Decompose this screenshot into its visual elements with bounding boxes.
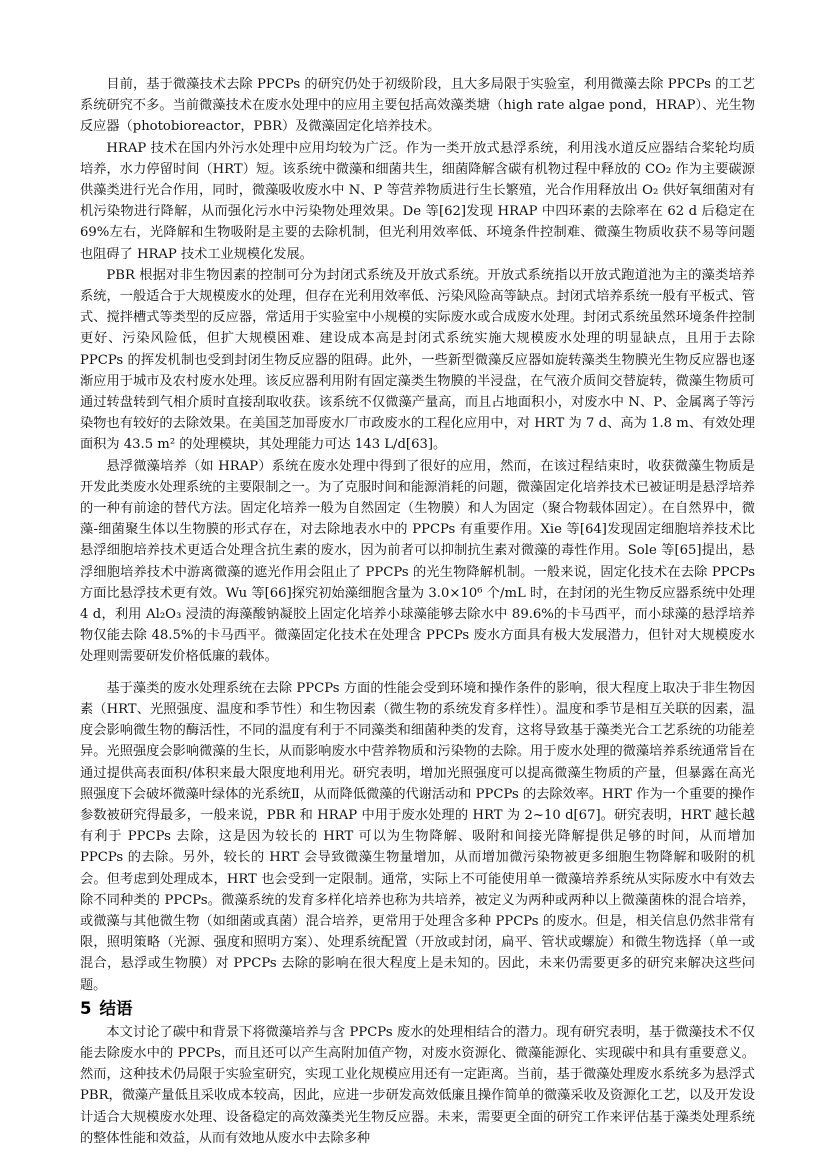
paragraph-factors: 基于藻类的废水处理系统在去除 PPCPs 方面的性能会受到环境和操作条件的影响，很大程度上取决于非生物因素（HRT、光照强度、温度和季节性）和生物因素（微生物的系统发育多样性）。温度和季节是相互关联的因素，温度会影响微生物的酶活性，不同的温度有利于不同藻类和细菌种类的发育，这将导致基于藻类光合工艺系统的功能差异。光照强度会影响微藻的生长，从而影响废水中营养物质和污染物的去除。用于废水处理的微藻培养系统通常旨在通过提供高表面积/体积来最大限度地利用光。研究表明，增加光照强度可以提高微藻生物质的产量，但暴露在高光照强度下会破坏微藻叶绿体的光系统Ⅱ，从而降低微藻的代谢活动和 PPCPs 的去除效率。HRT 作为一个重要的操作参数被研究得最多，一般来说，PBR 和 HRAP 中用于废水处理的 HRT 为 2~10 d[67]。研究表明，HRT 越长越有利于 PPCPs 去除，这是因为较长的 HRT 可以为生物降解、吸附和间接光降解提供足够的时间，从而增加 PPCPs 的去除。另外，较长的 HRT 会导致微藻生物量增加，从而增加微污染物被更多细胞生物降解和吸附的机会。但考虑到处理成本，HRT 也会受到一定限制。通常，实际上不可能使用单一微藻培养系统从实际废水中有效去除不同种类的 PPCPs。微藻系统的发育多样化培养也称为共培养，被定义为两种或两种以上微藻菌株的混合培养，或微藻与其他微生物（如细菌或真菌）混合培养，更常用于处理含多种 PPCPs 的废水。但是，相关信息仍然非常有限，照明策略（光源、强度和照明方案）、处理系统配置（开放或封闭，扁平、管状或螺旋）和微生物选择（单一或混合，悬浮或生物膜）对 PPCPs 去除的影响在很大程度上是未知的。因此，未来仍需要更多的研究来解决这些问题。 <box>80 680 755 993</box>
paragraph-intro: 目前，基于微藻技术去除 PPCPs 的研究仍处于初级阶段，且大多局限于实验室，利用微藻去除 PPCPs 的工艺系统研究不多。当前微藻技术在废水处理中的应用主要包括高效藻类塘（high rate algae pond，HRAP）、光生物反应器（photobioreactor，PBR）及微藻固定化培养技术。 <box>80 77 755 135</box>
section-number: 5 <box>80 998 92 1018</box>
paragraph-conclusion: 本文讨论了碳中和背景下将微藻培养与含 PPCPs 废水的处理相结合的潜力。现有研究表明，基于微藻技术不仅能去除废水中的 PPCPs，而且还可以产生高附加值产物，对废水资源化、微藻能源化、实现碳中和具有重要意义。然而，这种技术仍局限于实验室研究，实现工业化规模应用还有一定距离。当前，基于微藻处理废水系统多为悬浮式 PBR，微藻产量低且采收成本较高，因此，应进一步研发高效低廉且操作简单的微藻采收及资源化工艺，以及开发设计适合大规模废水处理、设备稳定的高效藻类光生物反应器。未来，需要更全面的研究工作来评估基于藻类处理系统的整体性能和效益，从而有效地从废水中去除多种 <box>80 1024 755 1146</box>
paragraph-hrap: HRAP 技术在国内外污水处理中应用均较为广泛。作为一类开放式悬浮系统，利用浅水道反应器结合桨轮均质培养，水力停留时间（HRT）短。该系统中微藻和细菌共生，细菌降解含碳有机物过程中释放的 CO₂ 作为主要碳源供藻类进行光合作用，同时，微藻吸收废水中 N、P 等营养物质进行生长繁殖，光合作用释放出 O₂ 供好氧细菌对有机污染物进行降解，从而强化污水中污染物处理效果。De 等[62]发现 HRAP 中四环素的去除率在 62 d 后稳定在 69%左右，光降解和生物吸附是主要的去除机制，但光利用效率低、环境条件控制难、微藻生物质收获不易等问题也阻碍了 HRAP 技术工业规模化发展。 <box>80 140 755 262</box>
section-heading <box>80 996 755 1022</box>
document-page <box>80 74 755 1149</box>
paragraph-pbr: PBR 根据对非生物因素的控制可分为封闭式系统及开放式系统。开放式系统指以开放式跑道池为主的藻类培养系统，一般适合于大规模废水的处理，但存在光利用效率低、污染风险高等缺点。封闭式培养系统一般有平板式、管式、搅拌槽式等类型的反应器，常适用于实验室中小规模的实际废水或合成废水处理。封闭式系统虽然环境条件控制更好、污染风险低，但扩大规模困难、建设成本高是封闭式系统实施大规模废水处理的明显缺点，且用于去除 PPCPs 的挥发机制也受到封闭生物反应器的阻碍。此外，一些新型微藻反应器如旋转藻类生物膜光生物反应器也逐渐应用于城市及农村废水处理。该反应器利用附有固定藻类生物膜的半浸盘，在气液介质间交替旋转，微藻生物质可通过转盘转到气相介质时直接刮取收获。该系统不仅微藻产量高，而且占地面积小，对废水中 N、P、金属离子等污染物也有较好的去除效果。在美国芝加哥废水厂市政废水的工程化应用中，对 HRT 为 7 d、高为 1.8 m、有效处理面积为 43.5 m² 的处理模块，其处理能力可达 143 L/d[63]。 <box>80 267 755 453</box>
paragraph-immobilization: 悬浮微藻培养（如 HRAP）系统在废水处理中得到了很好的应用，然而，在该过程结束时，收获微藻生物质是开发此类废水处理系统的主要限制之一。为了克服时间和能源消耗的问题，微藻固定化培养技术已被证明是悬浮培养的一种有前途的替代方法。固定化培养一般为自然固定（生物膜）和人为固定（聚合物载体固定）。在自然界中，微藻-细菌聚生体以生物膜的形式存在，对去除地表水中的 PPCPs 有重要作用。Xie 等[64]发现固定细胞培养技术比悬浮细胞培养技术更适合处理含抗生素的废水，因为前者可以抑制抗生素对微藻的毒性作用。Sole 等[65]提出，悬浮细胞培养技术中游离微藻的遮光作用会阻止了 PPCPs 的光生物降解机制。一般来说，固定化技术在去除 PPCPs 方面比悬浮技术更有效。Wu 等[66]探究初始藻细胞含量为 3.0×10⁶ 个/mL 时，在封闭的光生物反应器系统中处理 4 d，利用 Al₂O₃ 浸渍的海藻酸钠凝胶上固定化培养小球藻能够去除水中 89.6%的卡马西平，而小球藻的悬浮培养物仅能去除 48.5%的卡马西平。微藻固定化技术在处理含 PPCPs 废水方面具有极大发展潜力，但针对大规模废水处理则需要研发价格低廉的载体。 <box>80 458 755 665</box>
section-title: 结语 <box>99 998 133 1018</box>
